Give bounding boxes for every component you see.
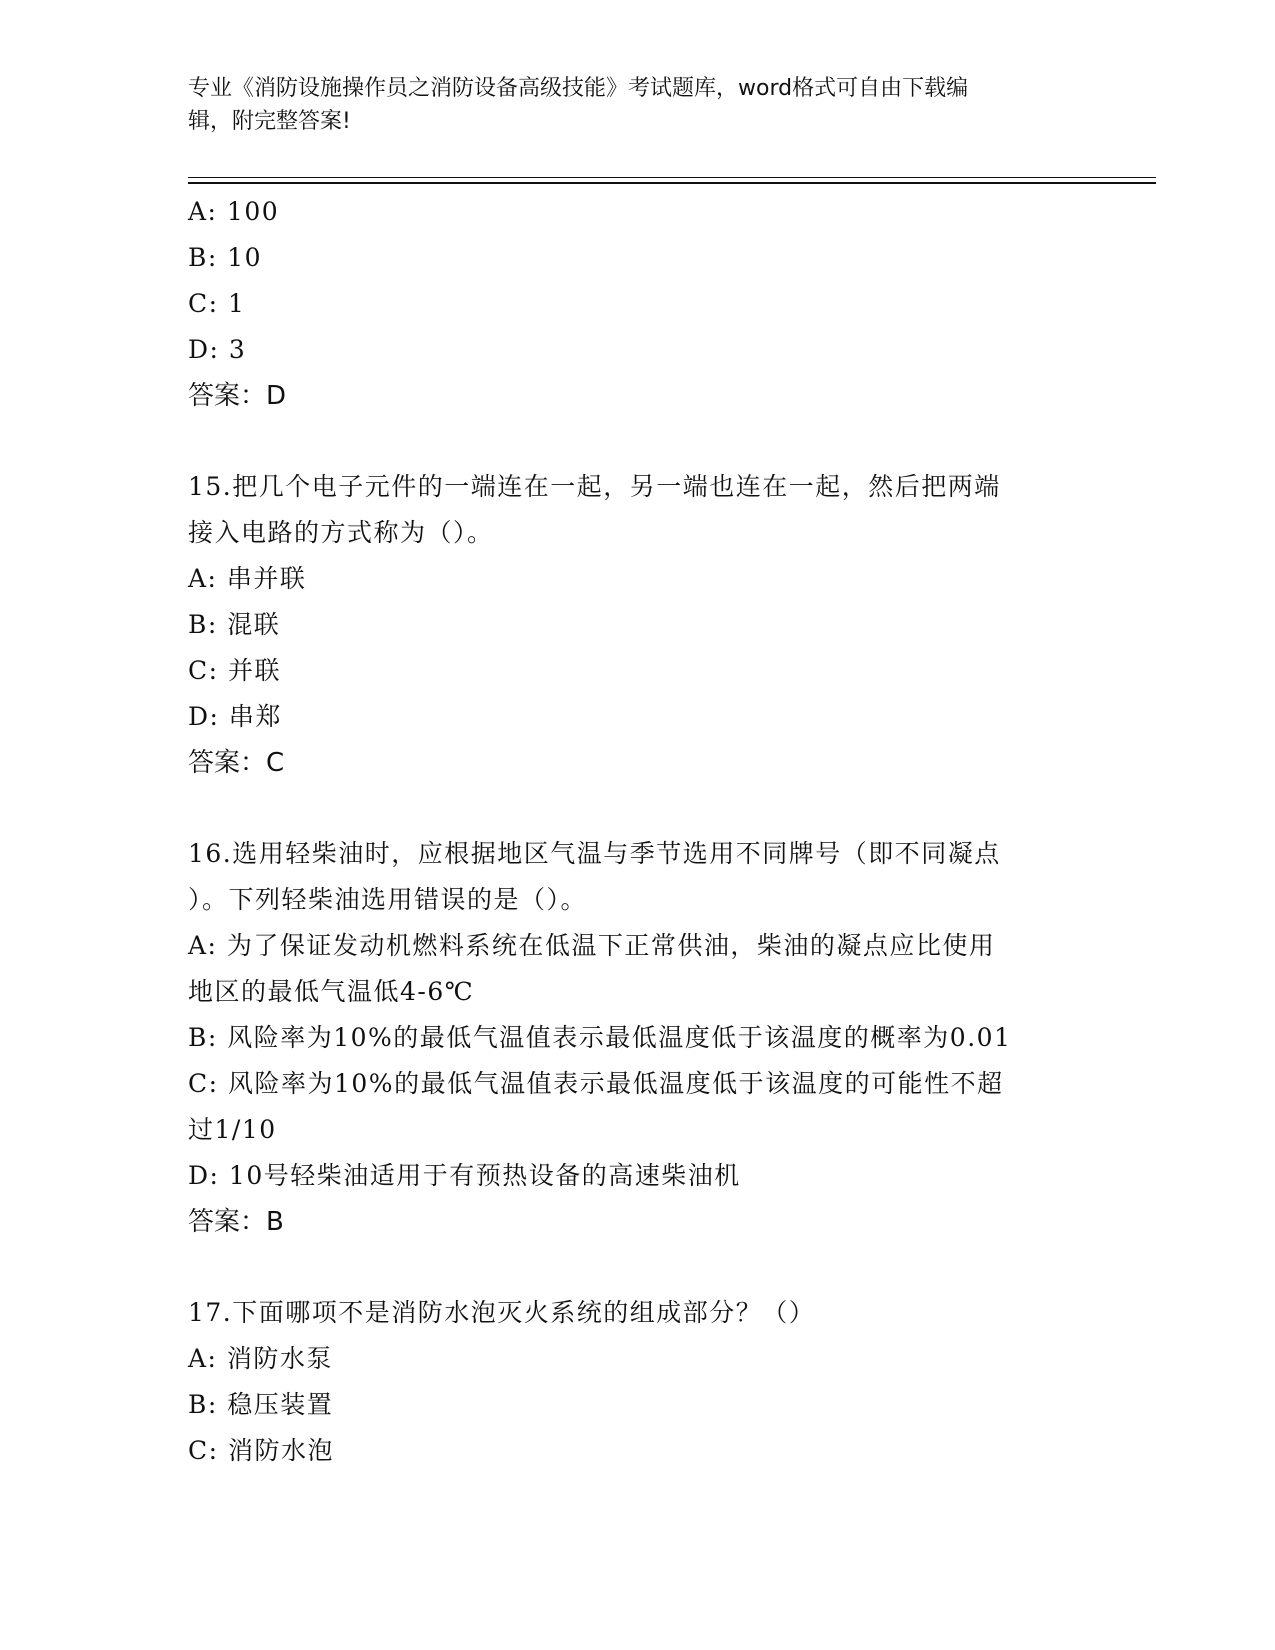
question-stem-cont: 接入电路的方式称为（）。: [188, 518, 494, 547]
option-a: A: 串并联: [188, 564, 307, 593]
page-header: [188, 72, 1088, 138]
option-c-cont: 过1/10: [188, 1115, 277, 1144]
option-b: B: 风险率为10%的最低气温值表示最低温度低于该温度的概率为0.01: [188, 1023, 1012, 1052]
question-16: [188, 831, 1088, 1245]
answer-line: 答案：B: [188, 1207, 284, 1237]
option-c: C: 风险率为10%的最低气温值表示最低温度低于该温度的可能性不超: [188, 1069, 1004, 1098]
header-divider-thin: [188, 177, 1156, 178]
option-c: C: 消防水泡: [188, 1436, 334, 1465]
option-d: D: 10号轻柴油适用于有预热设备的高速柴油机: [188, 1161, 741, 1190]
option-b: B: 10: [188, 243, 263, 272]
option-a: A: 为了保证发动机燃料系统在低温下正常供油，柴油的凝点应比使用: [188, 931, 996, 960]
question-17: [188, 1290, 1088, 1474]
option-d: D: 串郑: [188, 702, 282, 731]
question-list: [188, 189, 1088, 1474]
option-b: B: 混联: [188, 610, 281, 639]
question-stem: 17.下面哪项不是消防水泡灭火系统的组成部分？（）: [188, 1298, 816, 1327]
option-b: B: 稳压装置: [188, 1390, 334, 1419]
question-stem-cont: ）。下列轻柴油选用错误的是（）。: [188, 885, 588, 914]
answer-line: 答案：D: [188, 381, 287, 411]
question-stem: 15.把几个电子元件的一端连在一起，另一端也连在一起，然后把两端: [188, 472, 1001, 501]
option-c: C: 1: [188, 289, 246, 318]
answer-line: 答案：C: [188, 748, 285, 778]
option-a-cont: 地区的最低气温低4-6℃: [188, 977, 475, 1006]
question-stem: 16.选用轻柴油时，应根据地区气温与季节选用不同牌号（即不同凝点: [188, 839, 1001, 868]
question-15: [188, 464, 1088, 786]
option-a: A: 消防水泵: [188, 1344, 333, 1373]
option-d: D: 3: [188, 335, 247, 364]
header-line-1: 专业《消防设施操作员之消防设备高级技能》考试题库，word格式可自由下载编: [188, 76, 969, 101]
header-line-2: 辑，附完整答案!: [188, 109, 351, 134]
question-14-tail: [188, 189, 1088, 419]
header-divider-thick: [188, 182, 1156, 184]
option-c: C: 并联: [188, 656, 281, 685]
option-a: A: 100: [188, 197, 280, 226]
